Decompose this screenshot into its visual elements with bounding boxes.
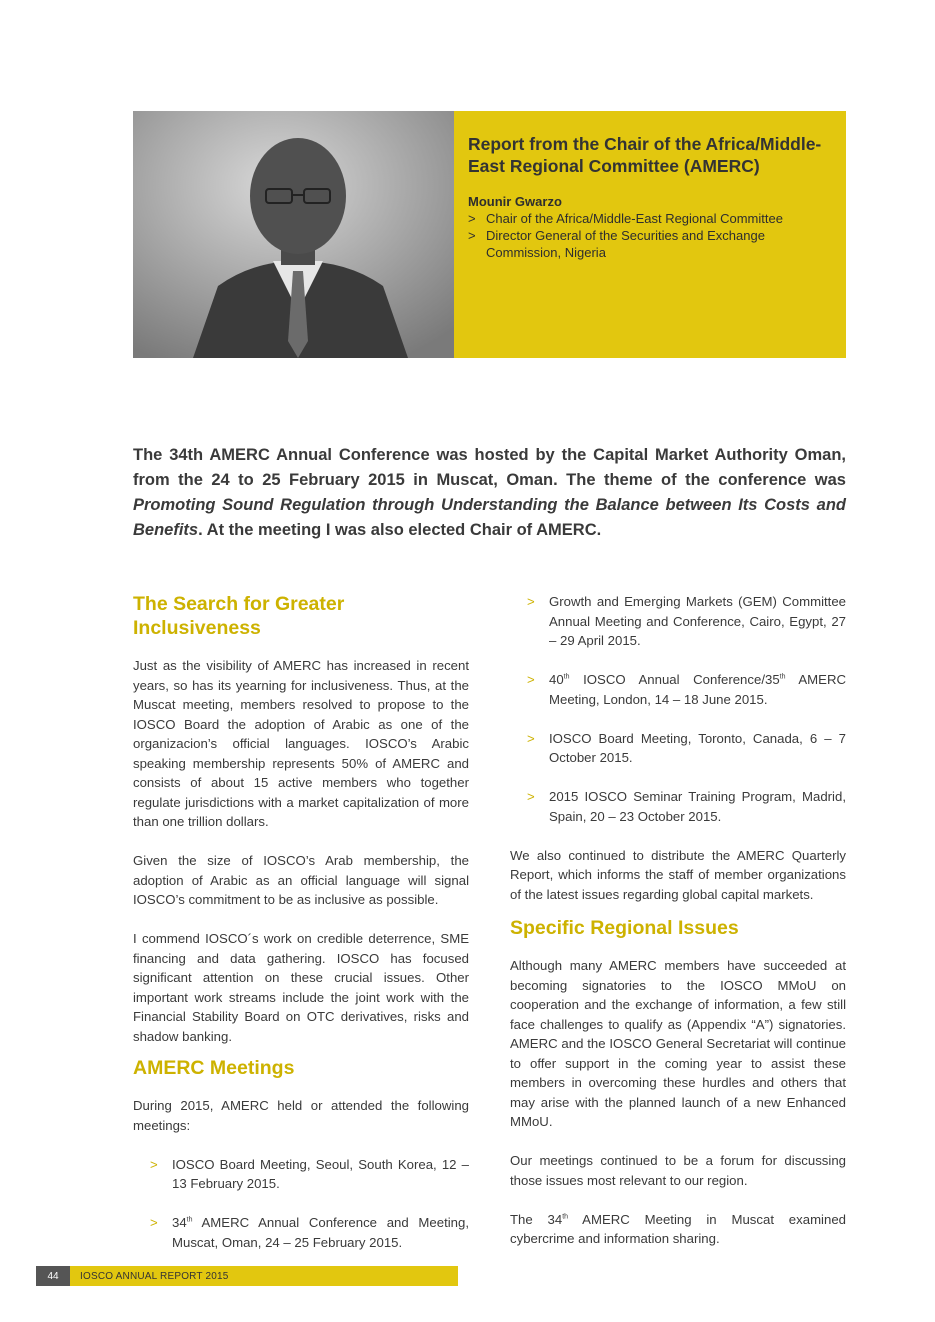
portrait-photo <box>133 111 454 358</box>
chair-info-box <box>454 111 846 358</box>
ordinal-suffix: th <box>779 673 786 681</box>
lead-text: The 34th AMERC Annual Conference was hosted by the Capital Market Authority Oman, from the 24 to 25 February 2015 in Muscat, Oman. The theme of the conference was <box>133 446 846 489</box>
meeting-text <box>172 1213 469 1252</box>
meeting-list-item <box>510 787 846 826</box>
lead-paragraph <box>133 443 846 543</box>
page-number: 44 <box>36 1266 70 1286</box>
bullet-arrow: > <box>527 672 535 687</box>
bullet-arrow: > <box>527 594 535 609</box>
meeting-text: IOSCO Board Meeting, Toronto, Canada, 6 – 7 October 2015. <box>549 730 846 765</box>
body-paragraph <box>510 1210 846 1249</box>
bullet-arrow: > <box>468 228 476 243</box>
bullet-arrow: > <box>527 789 535 804</box>
body-paragraph: I commend IOSCO´s work on credible deterrence, SME financing and data gathering. IOSCO has focused significant attention on these crucial issues. Other important work streams include the joint work with the Financial Stability Board on OTC derivatives, risks and shadow banking. <box>133 931 469 1044</box>
section-heading: AMERC Meetings <box>133 1057 295 1079</box>
bullet-arrow: > <box>150 1215 158 1230</box>
meeting-text: IOSCO Board Meeting, Seoul, South Korea, 12 – 13 February 2015. <box>172 1156 469 1191</box>
ordinal-number: 34 <box>172 1215 187 1230</box>
ordinal-number: 40 <box>549 672 564 687</box>
chair-role-text: Chair of the Africa/Middle-East Regional Committee <box>486 211 783 226</box>
body-paragraph: During 2015, AMERC held or attended the following meetings: <box>133 1098 469 1133</box>
right-column <box>510 592 846 1268</box>
section-heading: Specific Regional Issues <box>510 917 739 939</box>
chair-role-text: Director General of the Securities and Exchange Commission, Nigeria <box>486 228 765 260</box>
meeting-detail: AMERC Meeting, London, 14 – 18 June 2015. <box>549 672 846 707</box>
body-paragraph: Although many AMERC members have succeeded at becoming signatories to the IOSCO MMoU on cooperation and the exchange of information, a few still face challenges to qualify as (Appendix “A”) signatories. AMERC and the IOSCO General Secretariat will continue to offer support in the coming year to assist these members in overcoming these hurdles and others that may arise with the planned launch of a new Enhanced MMoU. <box>510 958 846 1129</box>
bullet-arrow: > <box>527 730 535 746</box>
footer-label: IOSCO ANNUAL REPORT 2015 <box>80 1270 229 1282</box>
meeting-list-item <box>133 1213 469 1252</box>
chair-name: Mounir Gwarzo <box>468 194 562 209</box>
body-paragraph: Given the size of IOSCO’s Arab membership, the adoption of Arabic as an official language will signal IOSCO’s commitment to be as inclusive as possible. <box>133 853 469 907</box>
bullet-arrow: > <box>468 211 476 226</box>
left-column <box>133 592 469 1272</box>
meeting-list-item <box>510 592 846 651</box>
conference-theme: Promoting Sound Regulation through Understanding the Balance between Its Costs and Benefits <box>133 496 846 539</box>
meeting-list-item <box>510 670 846 709</box>
paragraph-text: AMERC Meeting in Muscat examined cybercrime and information sharing. <box>510 1211 846 1246</box>
bullet-arrow: > <box>150 1156 158 1172</box>
report-title: Report from the Chair of the Africa/Middle-East Regional Committee (AMERC) <box>468 134 822 176</box>
ordinal-suffix: th <box>186 1216 193 1224</box>
body-paragraph: Just as the visibility of AMERC has increased in recent years, so has its yearning for inclusiveness. Thus, at the Muscat meeting, members resolved to propose to the IOSCO Board the adoption of Arabic as one of the organizacion’s official languages. IOSCO’s Arabic speaking membership represents 50% of AMERC and consists of about 15 active members who together regulate jurisdictions with a market capitalization of more than one trillion dollars. <box>133 658 469 829</box>
meeting-detail: IOSCO Annual Conference/35 <box>569 672 780 687</box>
meeting-list-item <box>510 729 846 768</box>
paragraph-text: The 34 <box>510 1211 563 1227</box>
page-footer <box>36 1266 458 1286</box>
chair-role <box>468 227 832 261</box>
ordinal-suffix: th <box>562 1213 569 1221</box>
meeting-text <box>549 670 846 709</box>
body-paragraph: Our meetings continued to be a forum for discussing those issues most relevant to our region. <box>510 1153 846 1188</box>
section-heading: The Search for Greater Inclusiveness <box>133 593 345 639</box>
meeting-text: Growth and Emerging Markets (GEM) Committee Annual Meeting and Conference, Cairo, Egypt, 27 – 29 April 2015. <box>549 594 846 648</box>
lead-text: . At the meeting I was also elected Chair of AMERC. <box>198 521 602 539</box>
meeting-text: 2015 IOSCO Seminar Training Program, Madrid, Spain, 20 – 23 October 2015. <box>549 789 846 824</box>
meeting-list-item <box>133 1155 469 1194</box>
meeting-detail: AMERC Annual Conference and Meeting, Muscat, Oman, 24 – 25 February 2015. <box>172 1215 469 1250</box>
body-paragraph: We also continued to distribute the AMERC Quarterly Report, which informs the staff of member organizations of the latest issues regarding global capital markets. <box>510 847 846 902</box>
chair-role <box>468 210 832 227</box>
ordinal-suffix: th <box>563 673 570 681</box>
